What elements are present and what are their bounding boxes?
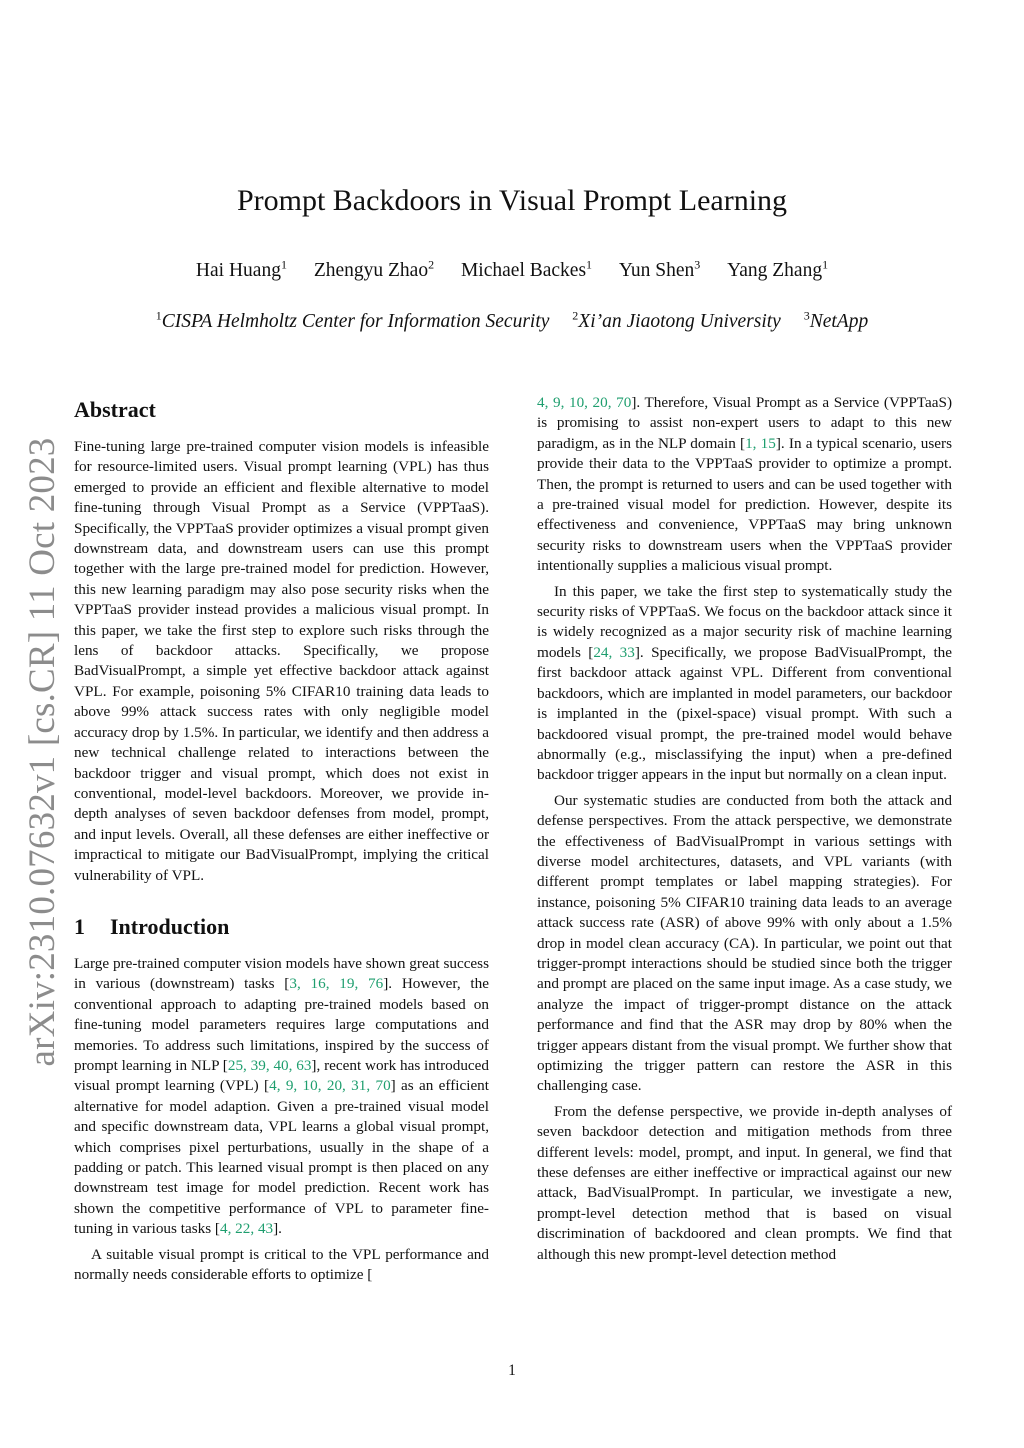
intro-paragraph-1: Large pre-trained computer vision models have shown great success in various (downstream) tasks [3, 16, 19, 76]. However, the conventional approach to adapting pre-trained models based on fine-tuning model parameters requires large computations and memories. To address such limitations, inspired by the success of prompt learning in NLP [25, 39, 40, 63], recent work has introduced visual prompt learning (VPL) [4, 9, 10, 20, 31, 70] as an efficient alternative for model adaption. Given a pre-trained visual model and specific downstream data, VPL learns a global visual prompt, which comprises pixel perturbations, usually in the shape of a padding or patch. This learned visual prompt is then placed on any downstream test image for model prediction. Recent work has shown the competitive performance of VPL to parameter fine-tuning in various tasks [4, 22, 43].	[74, 954, 489, 1238]
paper-title: Prompt Backdoors in Visual Prompt Learning	[236, 184, 788, 217]
arxiv-identifier-stamp: arXiv:2310.07632v1 [cs.CR] 11 Oct 2023	[22, 437, 63, 1067]
abstract-heading: Abstract	[74, 397, 156, 422]
author: Zhengyu Zhao$^2$	[313, 257, 435, 281]
citation-link[interactable]: 24, 33	[593, 643, 635, 661]
left-column	[74, 393, 489, 1285]
right-column	[537, 393, 952, 1265]
author: Yang Zhang$^1$	[727, 257, 829, 281]
page-number: 1	[508, 1362, 516, 1379]
section-heading-introduction: 1 Introduction	[74, 913, 230, 939]
author: Yun Shen$^3$	[618, 257, 701, 281]
affiliation: $^2$Xi’an Jiaotong University	[572, 308, 781, 332]
intro-paragraph-4: Our systematic studies are conducted from both the attack and defense perspectives. From the attack perspective, we demonstrate the effectiveness of BadVisualPrompt in various settings with diverse model architectures, datasets, and VPL variants (with different prompt templates or label mapping strategies). For instance, poisoning 5% CIFAR10 training data leads to an average attack success rate (ASR) of above 99% with only about a 1.5% drop in model clean accuracy (CA). In particular, we point out that trigger-prompt interactions should be studied since both the trigger and prompt are placed on the same input image. As a case study, we analyze the impact of trigger-prompt distance on the attack performance and find that the ASR may drop by 80% when the trigger appears distant from the visual prompt. We further show that optimizing the trigger pattern can restore the ASR in this challenging case.	[537, 791, 952, 1095]
affiliation-list	[0, 309, 1024, 335]
citation-link[interactable]: 3, 16, 19, 76	[289, 975, 384, 993]
citation-link[interactable]: 4, 22, 43	[219, 1220, 274, 1238]
intro-paragraph-3: In this paper, we take the first step to systematically study the security risks of VPPTaaS. We focus on the backdoor attack since it is widely recognized as a major security risk of machine learning models [24, 33]. Specifically, we propose BadVisualPrompt, the first backdoor attack against VPL. Different from conventional backdoors, which are implanted in model parameters, our backdoor is implanted in the (pixel-space) visual prompt. With such a backdoored visual prompt, the pre-trained model would behave abnormally (e.g., misclassifying the input) when a pre-defined backdoor trigger appears in the input but normally on a clean input.	[537, 582, 952, 784]
intro-paragraph-5: From the defense perspective, we provide in-depth analyses of seven backdoor detection and mitigation methods from three different levels: model, prompt, and input. In general, we find that these defenses are either ineffective or impractical against our new attack, BadVisualPrompt. In particular, we investigate a new, prompt-level detection method that is based on visual discrimination of backdoored and clean prompts. We find that although this new prompt-level detection method	[537, 1102, 952, 1263]
affiliation: $^3$NetApp	[803, 308, 869, 332]
abstract-text: Fine-tuning large pre-trained computer vision models is infeasible for resource-limited users. Visual prompt learning (VPL) has thus emerged to provide an efficient and flexible alternative to model fine-tuning through Visual Prompt as a Service (VPPTaaS). Specifically, the VPPTaaS provider optimizes a visual prompt given downstream data, and downstream users can use this prompt together with the large pre-trained model for prediction. However, this new learning paradigm may also pose security risks when the VPPTaaS provider instead provides a malicious visual prompt. In this paper, we take the first step to explore such risks through the lens of backdoor attacks. Specifically, we propose BadVisualPrompt, a simple yet effective backdoor attack against VPL. For example, poisoning 5% CIFAR10 training data leads to above 99% attack success rates with only negligible model accuracy drop by 1.5%. In particular, we identify and then address a new technical challenge related to interactions between the backdoor trigger and visual prompt, which does not exist in conventional, model-level backdoors. Moreover, we provide in-depth analyses of seven backdoor defenses from model, prompt, and input levels. Overall, all these defenses are either ineffective or impractical to mitigate our BadVisualPrompt, implying the critical vulnerability of VPL.	[74, 438, 489, 884]
intro-paragraph-2-start: A suitable visual prompt is critical to the VPL performance and normally needs considerable efforts to optimize [	[74, 1245, 489, 1284]
citation-link[interactable]: 4, 9, 10, 20, 70	[537, 394, 632, 411]
affiliation: $^1$CISPA Helmholtz Center for Information Security	[155, 308, 550, 332]
citation-link[interactable]: 1, 15	[745, 434, 776, 452]
author: Hai Huang$^1$	[195, 257, 287, 281]
citation-link[interactable]: 4, 9, 10, 20, 31, 70	[269, 1077, 391, 1095]
citation-link[interactable]: 25, 39, 40, 63	[227, 1056, 312, 1074]
author-list	[0, 258, 1024, 284]
intro-paragraph-2-cont: 4, 9, 10, 20, 70]. Therefore, Visual Prompt as a Service (VPPTaaS) is promising to assist non-expert users to adapt to this new paradigm, as in the NLP domain [1, 15]. In a typical scenario, users provide their data to the VPPTaaS provider to optimize a prompt. Then, the prompt is returned to users and can be used together with a pre-trained visual model for prediction. However, despite its effectiveness and convenience, VPPTaaS may bring unknown security risks to downstream users when the VPPTaaS provider intentionally supplies a malicious visual prompt.	[537, 394, 953, 575]
author: Michael Backes$^1$	[460, 257, 593, 281]
